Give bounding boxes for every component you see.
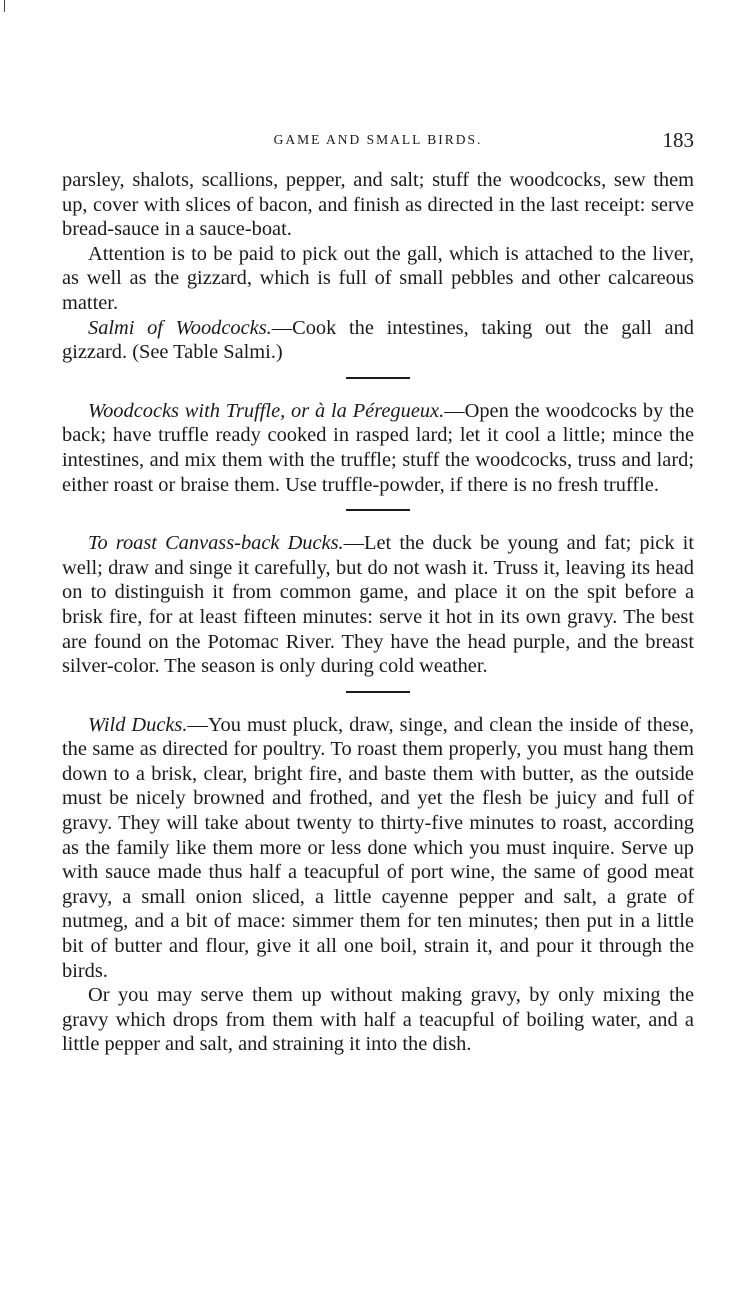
recipe-heading-wild-ducks: Wild Ducks. xyxy=(88,713,188,736)
section-divider xyxy=(346,509,410,511)
paragraph-gall-note: Attention is to be paid to pick out the gall, which is attached to the liver, as well as the gizzard, which is full of small pebbles and other calcareous matter. xyxy=(62,242,694,314)
section-divider xyxy=(346,377,410,379)
running-title: GAME AND SMALL BIRDS. xyxy=(273,132,483,147)
recipe-heading-canvass-back: To roast Canvass-back Ducks. xyxy=(88,532,344,555)
paragraph-canvass-back xyxy=(62,531,694,679)
recipe-body-truffle: —Open the woodcocks by the back; have truffle ready cooked in rasped lard; let it cool a little; mince the intestines, and mix them with the truffle; stuff the woodcocks, truss and lard; either roast or braise them. Use truffle-powder, if there is no fresh truffle. xyxy=(62,399,694,496)
section-divider xyxy=(346,691,410,693)
paragraph-salmi xyxy=(62,316,694,365)
page-number: 183 xyxy=(662,128,694,152)
running-head xyxy=(62,128,694,158)
recipe-body-salmi: —Cook the intestines, taking out the gall and gizzard. (See Table Salmi.) xyxy=(62,316,694,364)
recipe-body-canvass-back: —Let the duck be young and fat; pick it well; draw and singe it carefully, but do not wash it. Truss it, leaving its head on to distinguish it from common game, and place it on the spit before a brisk fire, for at least fifteen minutes: serve it hot in its own gravy. The best are found on the Potomac River. They have the head purple, and the breast silver-color. The season is only during cold weather. xyxy=(62,532,694,678)
paragraph-wild-ducks xyxy=(62,713,694,984)
paragraph-truffle xyxy=(62,399,694,497)
book-page xyxy=(62,128,694,1057)
margin-mark xyxy=(4,0,5,12)
recipe-body-wild-ducks: —You must pluck, draw, singe, and clean the inside of these, the same as directed for poultry. To roast them properly, you must hang them down to a brisk, clear, bright fire, and baste them with butter, as the outside must be nicely browned and frothed, and yet the flesh be juicy and full of gravy. They will take about twenty to thirty-five minutes to roast, according as the family like them more or less done which you must inquire. Serve up with sauce made thus half a teacupful of port wine, the same of good meat gravy, a small onion sliced, a little cayenne pepper and salt, a grate of nutmeg, and a bit of mace: simmer them for ten minutes; then put in a little bit of butter and flour, give it all one boil, strain it, and pour it through the birds. xyxy=(62,713,694,982)
paragraph-alternative: Or you may serve them up without making gravy, by only mixing the gravy which drops from them with half a teacupful of boiling water, and a little pepper and salt, and straining it into the dish. xyxy=(62,984,694,1056)
recipe-heading-salmi: Salmi of Woodcocks. xyxy=(88,316,272,339)
paragraph-continuation: parsley, shalots, scallions, pepper, and salt; stuff the woodcocks, sew them up, cover with slices of bacon, and finish as directed in the last receipt: serve bread-sauce in a sauce-boat. xyxy=(62,169,694,241)
body-text xyxy=(62,168,694,1057)
recipe-heading-truffle: Woodcocks with Truffle, or à la Péregueux. xyxy=(88,399,445,422)
